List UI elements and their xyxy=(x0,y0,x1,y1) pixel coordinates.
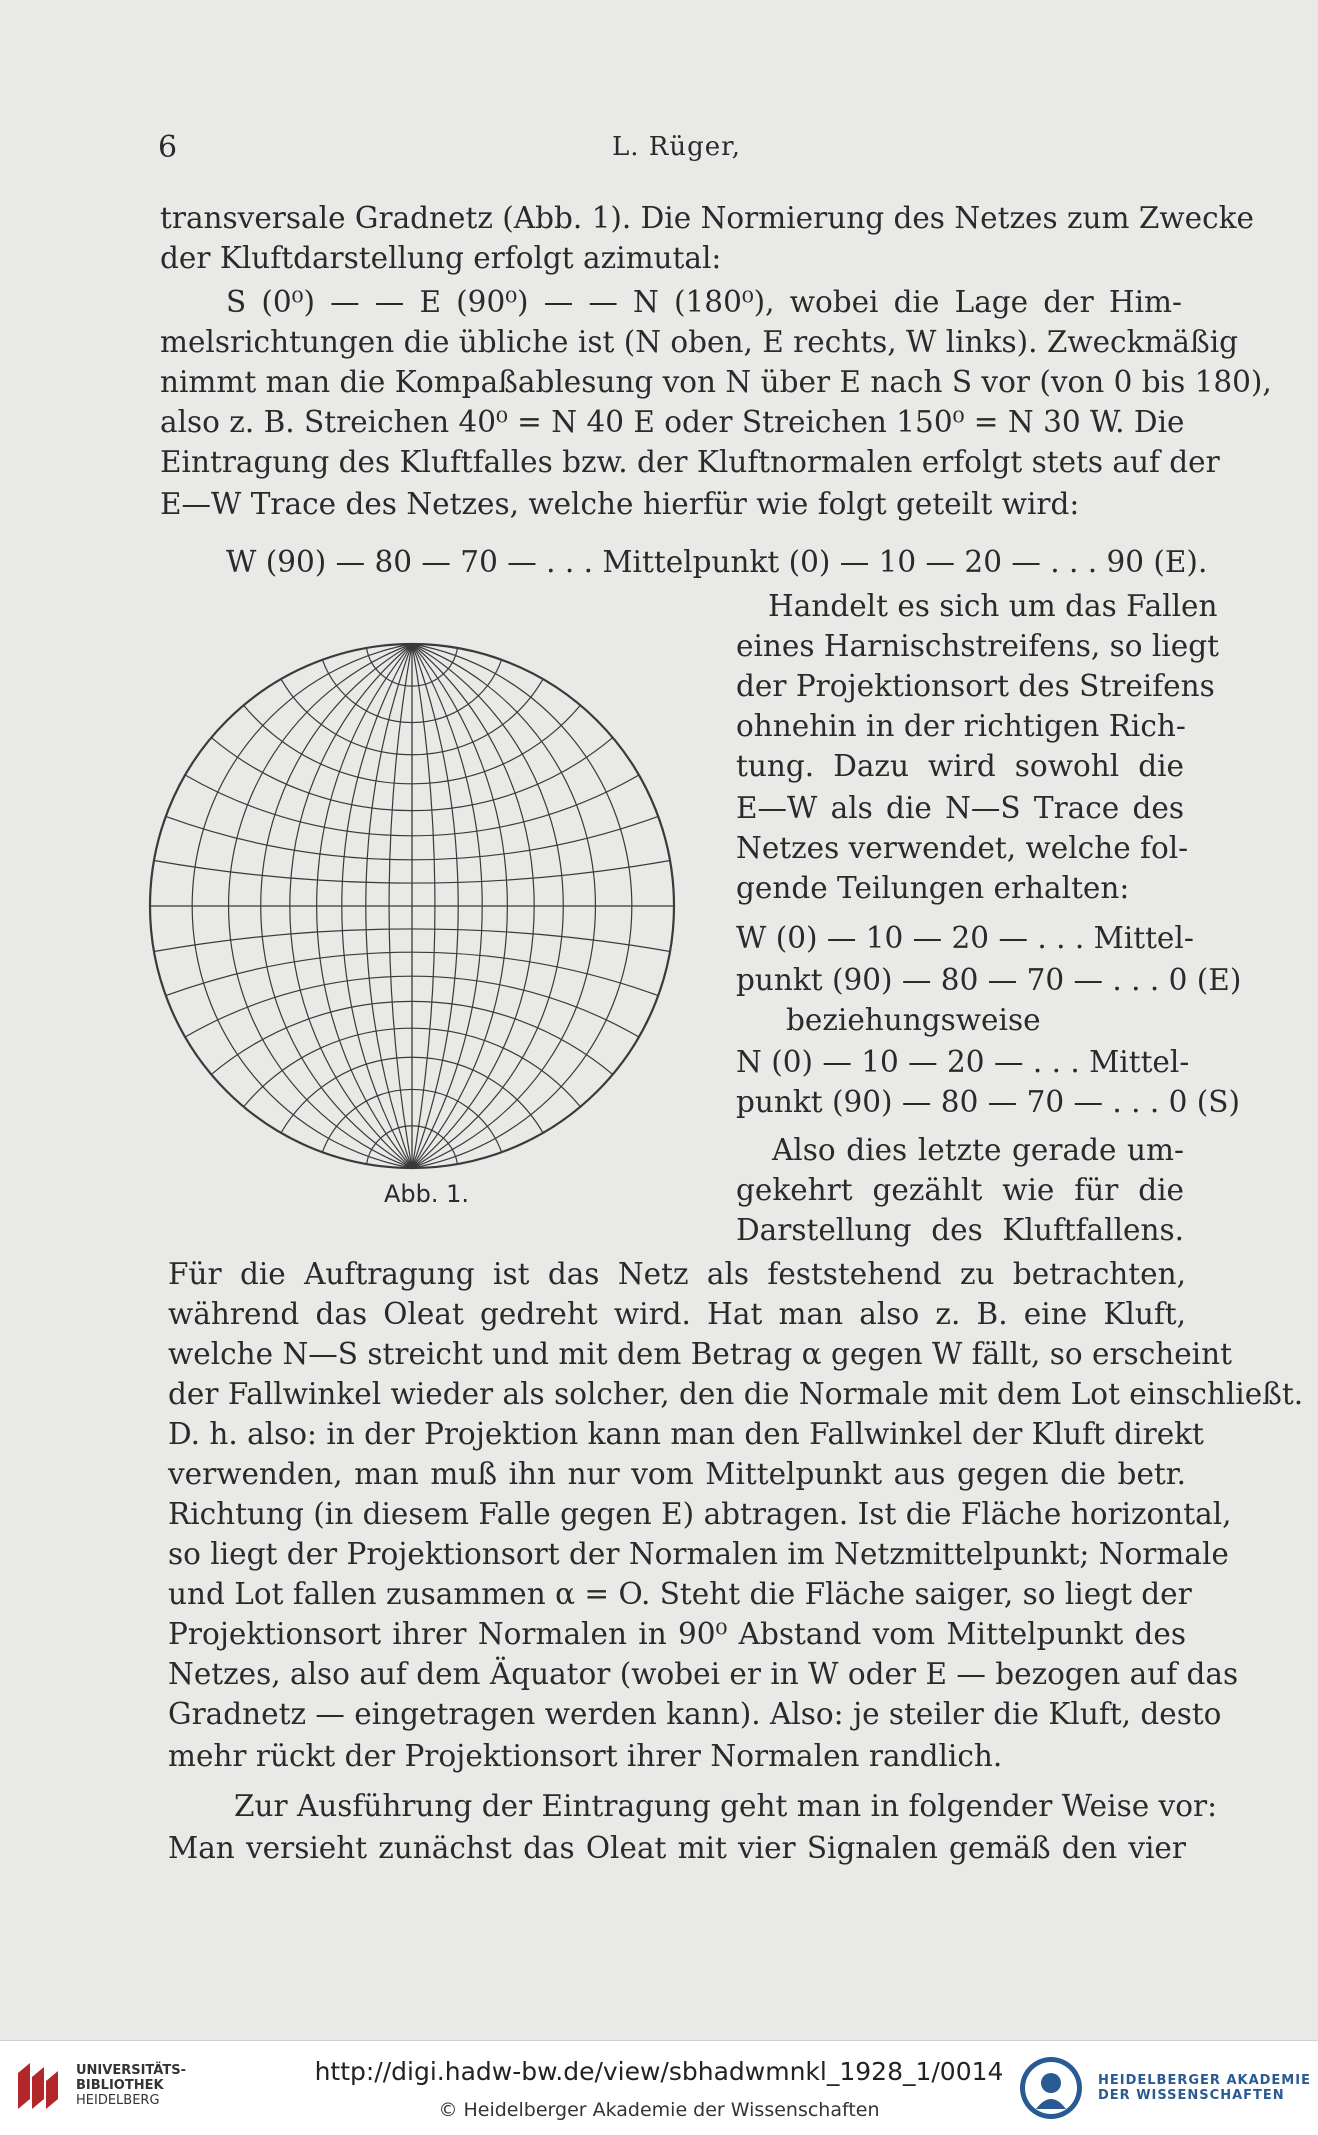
text-line: Also dies letzte gerade um- xyxy=(772,1133,1184,1167)
text-line: Darstellung des Kluftfallens. xyxy=(736,1213,1184,1247)
text-line: Eintragung des Kluftfalles bzw. der Kluftnormalen erfolgt stets auf der xyxy=(160,445,1220,479)
text-line: N (0) — 10 — 20 — . . . Mittel- xyxy=(736,1045,1190,1079)
university-library-name: UNIVERSITÄTS- BIBLIOTHEK HEIDELBERG xyxy=(76,2063,186,2108)
page-number: 6 xyxy=(158,130,178,165)
text-line: punkt (90) — 80 — 70 — . . . 0 (S) xyxy=(736,1085,1241,1119)
text-line: W (90) — 80 — 70 — . . . Mittelpunkt (0) — 10 — 20 — . . . 90 (E). xyxy=(226,545,1208,579)
text-line: E—W Trace des Netzes, welche hierfür wie folgt geteilt wird: xyxy=(160,487,1080,521)
text-line: tung. Dazu wird sowohl die xyxy=(736,749,1184,783)
copyright-notice: © Heidelberger Akademie der Wissenschaften xyxy=(438,2099,880,2121)
text-line: eines Harnischstreifens, so liegt xyxy=(736,629,1219,663)
text-line: Zur Ausführung der Eintragung geht man in folgender Weise vor: xyxy=(234,1789,1218,1823)
academy-seal-logo-icon xyxy=(1018,2055,1084,2121)
text-line: Richtung (in diesem Falle gegen E) abtragen. Ist die Fläche horizontal, xyxy=(168,1497,1232,1531)
transverse-grid-net-figure xyxy=(144,638,680,1174)
academy-name: HEIDELBERGER AKADEMIE DER WISSENSCHAFTEN xyxy=(1098,2073,1311,2103)
text-line: der Kluftdarstellung erfolgt azimutal: xyxy=(160,241,722,275)
running-header-author: L. Rüger, xyxy=(612,132,741,162)
text-line: nimmt man die Kompaßablesung von N über E nach S vor (von 0 bis 180), xyxy=(160,365,1272,399)
text-line: melsrichtungen die übliche ist (N oben, E rechts, W links). Zweckmäßig xyxy=(160,325,1239,359)
text-line: Netzes verwendet, welche fol- xyxy=(736,831,1189,865)
text-line: der Fallwinkel wieder als solcher, den die Normale mit dem Lot einschließt. xyxy=(168,1377,1304,1411)
text-line: Handelt es sich um das Fallen xyxy=(768,589,1218,623)
text-line: und Lot fallen zusammen α = O. Steht die Fläche saiger, so liegt der xyxy=(168,1577,1192,1611)
text-line: E—W als die N—S Trace des xyxy=(736,791,1184,825)
text-line: gekehrt gezählt wie für die xyxy=(736,1173,1184,1207)
text-line: W (0) — 10 — 20 — . . . Mittel- xyxy=(736,921,1194,955)
text-line: gende Teilungen erhalten: xyxy=(736,871,1130,905)
text-line: Gradnetz — eingetragen werden kann). Also: je steiler die Kluft, desto xyxy=(168,1697,1222,1731)
figure-caption: Abb. 1. xyxy=(384,1180,470,1208)
text-line: welche N—S streicht und mit dem Betrag α gegen W fällt, so erscheint xyxy=(168,1337,1232,1371)
text-line: so liegt der Projektionsort der Normalen im Netzmittelpunkt; Normale xyxy=(168,1537,1229,1571)
viewer-footer xyxy=(0,2040,1318,2135)
text-line: Netzes, also auf dem Äquator (wobei er in W oder E — bezogen auf das xyxy=(168,1657,1239,1691)
text-line: punkt (90) — 80 — 70 — . . . 0 (E) xyxy=(736,963,1242,997)
text-line: Projektionsort ihrer Normalen in 90⁰ Abstand vom Mittelpunkt des xyxy=(168,1617,1186,1651)
text-line: Man versieht zunächst das Oleat mit vier Signalen gemäß den vier xyxy=(168,1831,1186,1865)
text-line: transversale Gradnetz (Abb. 1). Die Normierung des Netzes zum Zwecke xyxy=(160,201,1254,235)
text-line: verwenden, man muß ihn nur vom Mittelpunkt aus gegen die betr. xyxy=(168,1457,1186,1491)
text-line: Für die Auftragung ist das Netz als feststehend zu betrachten, xyxy=(168,1257,1186,1291)
text-line: ohnehin in der richtigen Rich- xyxy=(736,709,1186,743)
text-line: mehr rückt der Projektionsort ihrer Normalen randlich. xyxy=(168,1739,1003,1773)
text-line: S (0⁰) — — E (90⁰) — — N (180⁰), wobei die Lage der Him- xyxy=(226,285,1182,319)
text-line: während das Oleat gedreht wird. Hat man also z. B. eine Kluft, xyxy=(168,1297,1186,1331)
text-line: D. h. also: in der Projektion kann man den Fallwinkel der Kluft direkt xyxy=(168,1417,1204,1451)
text-line: der Projektionsort des Streifens xyxy=(736,669,1215,703)
document-url-link[interactable]: http://digi.hadw-bw.de/view/sbhadwmnkl_1928_1/0014 xyxy=(314,2057,1004,2086)
text-line: also z. B. Streichen 40⁰ = N 40 E oder Streichen 150⁰ = N 30 W. Die xyxy=(160,405,1185,439)
text-line: beziehungsweise xyxy=(786,1003,1041,1037)
